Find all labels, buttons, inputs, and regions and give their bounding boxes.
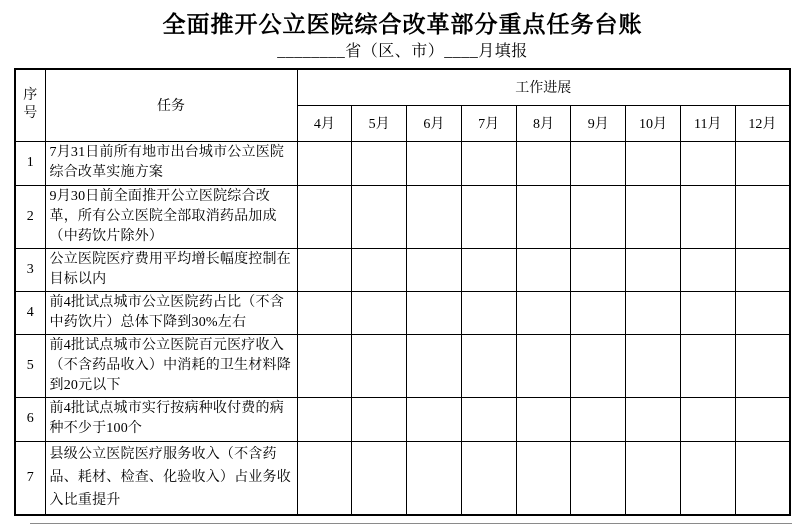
table-row <box>15 185 790 248</box>
task-ledger-table <box>14 68 791 516</box>
progress-cell <box>626 397 681 441</box>
progress-cell <box>626 334 681 397</box>
progress-cell <box>735 441 790 515</box>
progress-cell <box>407 248 462 291</box>
progress-cell <box>680 248 735 291</box>
progress-cell <box>352 141 407 185</box>
month-header-nov: 11月 <box>680 105 735 141</box>
table-row <box>15 248 790 291</box>
progress-cell <box>461 185 516 248</box>
row-seq: 5 <box>15 334 45 397</box>
progress-cell <box>626 291 681 334</box>
progress-cell <box>352 185 407 248</box>
progress-cell <box>352 248 407 291</box>
task-text: 公立医院医疗费用平均增长幅度控制在目标以内 <box>45 248 297 291</box>
progress-cell <box>680 397 735 441</box>
progress-cell <box>297 185 352 248</box>
progress-cell <box>735 185 790 248</box>
progress-cell <box>571 441 626 515</box>
row-seq: 3 <box>15 248 45 291</box>
progress-cell <box>461 334 516 397</box>
progress-cell <box>516 441 571 515</box>
next-row-cutoff-edge <box>30 523 792 524</box>
progress-cell <box>297 291 352 334</box>
progress-cell <box>571 185 626 248</box>
progress-cell <box>626 248 681 291</box>
progress-cell <box>352 334 407 397</box>
task-text: 县级公立医院医疗服务收入（不含药品、耗材、检查、化验收入）占业务收入比重提升 <box>45 441 297 515</box>
table-row <box>15 397 790 441</box>
task-text: 前4批试点城市实行按病种收付费的病种不少于100个 <box>45 397 297 441</box>
progress-cell <box>680 185 735 248</box>
progress-cell <box>407 397 462 441</box>
progress-cell <box>735 397 790 441</box>
report-subtitle: ________省（区、市）____月填报 <box>277 43 528 60</box>
progress-cell <box>297 441 352 515</box>
progress-cell <box>407 185 462 248</box>
progress-cell <box>352 397 407 441</box>
progress-cell <box>680 291 735 334</box>
progress-cell <box>407 141 462 185</box>
progress-cell <box>297 334 352 397</box>
progress-cell <box>297 397 352 441</box>
table-row <box>15 441 790 515</box>
task-text: 9月30日前全面推开公立医院综合改革，所有公立医院全部取消药品加成（中药饮片除外） <box>45 185 297 248</box>
row-seq: 7 <box>15 441 45 515</box>
progress-cell <box>571 397 626 441</box>
progress-cell <box>680 334 735 397</box>
progress-cell <box>516 291 571 334</box>
row-seq: 1 <box>15 141 45 185</box>
month-header-dec: 12月 <box>735 105 790 141</box>
progress-cell <box>461 441 516 515</box>
progress-cell <box>461 291 516 334</box>
progress-cell <box>626 185 681 248</box>
progress-cell <box>735 334 790 397</box>
progress-cell <box>571 334 626 397</box>
progress-cell <box>516 248 571 291</box>
month-header-may: 5月 <box>352 105 407 141</box>
month-header-sep: 9月 <box>571 105 626 141</box>
row-seq: 2 <box>15 185 45 248</box>
table-row <box>15 291 790 334</box>
row-seq: 6 <box>15 397 45 441</box>
progress-cell <box>352 441 407 515</box>
progress-cell <box>297 248 352 291</box>
col-header-seq: 序号 <box>15 69 45 141</box>
task-text: 前4批试点城市公立医院百元医疗收入（不含药品收入）中消耗的卫生材料降到20元以下 <box>45 334 297 397</box>
progress-cell <box>407 441 462 515</box>
progress-cell <box>516 185 571 248</box>
table-row <box>15 334 790 397</box>
table-row <box>15 141 790 185</box>
progress-cell <box>461 248 516 291</box>
progress-cell <box>626 441 681 515</box>
month-header-aug: 8月 <box>516 105 571 141</box>
progress-cell <box>571 248 626 291</box>
progress-cell <box>516 334 571 397</box>
progress-cell <box>735 248 790 291</box>
month-header-jun: 6月 <box>407 105 462 141</box>
row-seq: 4 <box>15 291 45 334</box>
progress-cell <box>516 141 571 185</box>
task-text: 前4批试点城市公立医院药占比（不含中药饮片）总体下降到30%左右 <box>45 291 297 334</box>
progress-cell <box>407 291 462 334</box>
col-header-progress: 工作进展 <box>297 69 790 105</box>
month-header-oct: 10月 <box>626 105 681 141</box>
task-text: 7月31日前所有地市出台城市公立医院综合改革实施方案 <box>45 141 297 185</box>
progress-cell <box>352 291 407 334</box>
month-header-jul: 7月 <box>461 105 516 141</box>
progress-cell <box>297 141 352 185</box>
progress-cell <box>735 141 790 185</box>
progress-cell <box>680 141 735 185</box>
progress-cell <box>735 291 790 334</box>
progress-cell <box>407 334 462 397</box>
month-header-apr: 4月 <box>297 105 352 141</box>
page-title: 全面推开公立医院综合改革部分重点任务台账 <box>162 12 643 37</box>
progress-cell <box>626 141 681 185</box>
progress-cell <box>461 141 516 185</box>
progress-cell <box>516 397 571 441</box>
progress-cell <box>680 441 735 515</box>
progress-cell <box>461 397 516 441</box>
progress-cell <box>571 141 626 185</box>
progress-cell <box>571 291 626 334</box>
col-header-task: 任务 <box>45 69 297 141</box>
